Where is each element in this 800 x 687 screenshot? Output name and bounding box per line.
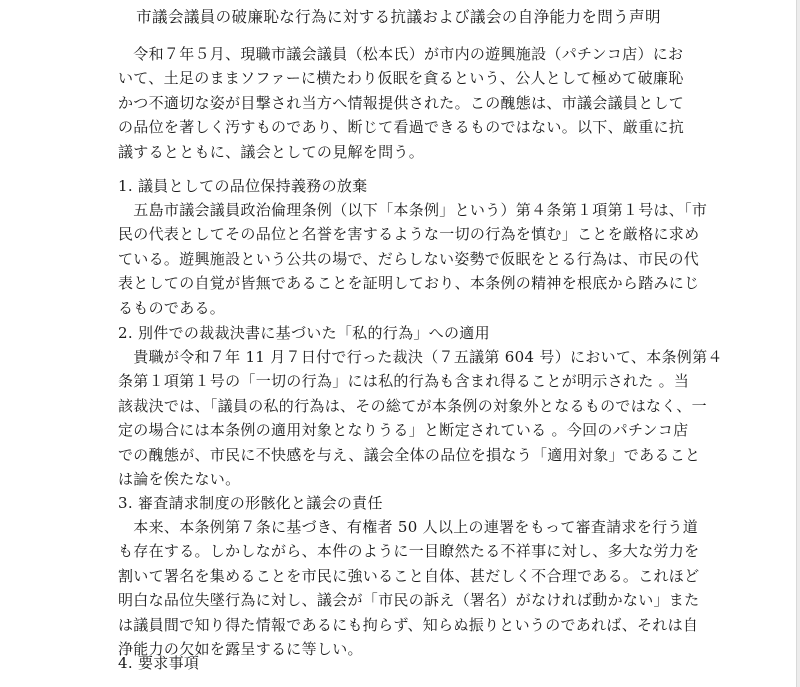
text-line: での醜態が、市民に不快感を与え、議会全体の品位を損なう「適用対象」であること [118, 445, 701, 464]
section-heading-2: 2. 別件での裁裁決書に基づいた「私的行為」への適用 [118, 324, 490, 342]
text-line: いて、土足のままソファーに横たわり仮眠を貪るという、公人として極めて破廉恥 [118, 69, 684, 88]
text-line: 貴職が令和７年 11 月７日付で行った裁決（７五議第 604 号）において、本条例第４ [118, 348, 723, 366]
section-heading-4: 4. 要求事項 [118, 654, 200, 672]
section-heading-1: 1. 議員としての品位保持義務の放棄 [118, 177, 368, 195]
text-line: 令和７年５月、現職市議会議員（松本氏）が市内の遊興施設（パチンコ店）にお [118, 45, 684, 63]
text-line: 割いて署名を集めることを市民に強いること自体、甚だしく不合理である。これほど [118, 566, 700, 585]
text-line: かつ不適切な姿が目撃され当方へ情報提供された。この醜態は、市議会議員として [118, 93, 685, 112]
text-line: 本来、本条例第７条に基づき、有権者 50 人以上の連署をもって審査請求を行う道 [118, 518, 699, 536]
text-line: 該裁決では、「議員の私的行為は、その総てが本条例の対象外となるものではなく、一 [118, 396, 707, 415]
section-heading-3: 3. 審査請求制度の形骸化と議会の責任 [118, 494, 383, 512]
section-body-3 [118, 515, 699, 661]
document-title: 市議会議員の破廉恥な行為に対する抗議および議会の自浄能力を問う声明 [136, 8, 661, 26]
text-line: は論を俟たない。 [118, 470, 241, 489]
text-line: ている。遊興施設という公共の場で、だらしない姿勢で仮眠をとる行為は、市民の代 [118, 249, 700, 268]
text-line: るものである。 [118, 298, 226, 317]
text-line: も存在する。しかしながら、本件のように一目瞭然たる不祥事に対し、多大な労力を [118, 542, 700, 561]
text-line: は議員間で知り得た情報であるにも拘らず、知らぬ振りというのであれば、それは自 [118, 615, 699, 634]
section-body-1 [118, 198, 707, 320]
text-line: 民の代表としてその品位と名誉を害するような一切の行為を慎む」ことを厳格に求め [118, 225, 700, 244]
text-line: 表としての自覚が皆無であることを証明しており、本条例の精神を根底から踏みにじ [118, 274, 700, 293]
text-line: 浄能力の欠如を露呈するに等しい。 [118, 640, 363, 659]
text-line: 明白な品位失墜行為に対し、議会が「市民の訴え（署名）がなければ動かない」また [118, 591, 700, 610]
section-body-2 [118, 345, 723, 491]
text-line: の品位を著しく汚すものであり、断じて看過できるものではない。以下、厳重に抗 [118, 118, 685, 137]
text-line: 議するとともに、議会としての見解を問う。 [118, 142, 425, 161]
text-line: 条第１項第１号の「一切の行為」には私的行為も含まれ得ることが明示された 。当 [118, 372, 690, 391]
text-line: 定の場合には本条例の適用対象となりうる」と断定されている 。今回のパチンコ店 [118, 421, 689, 440]
text-line: 五島市議会議員政治倫理条例（以下「本条例」という）第４条第１項第１号は、「市 [118, 201, 708, 219]
intro-paragraph [118, 42, 684, 164]
